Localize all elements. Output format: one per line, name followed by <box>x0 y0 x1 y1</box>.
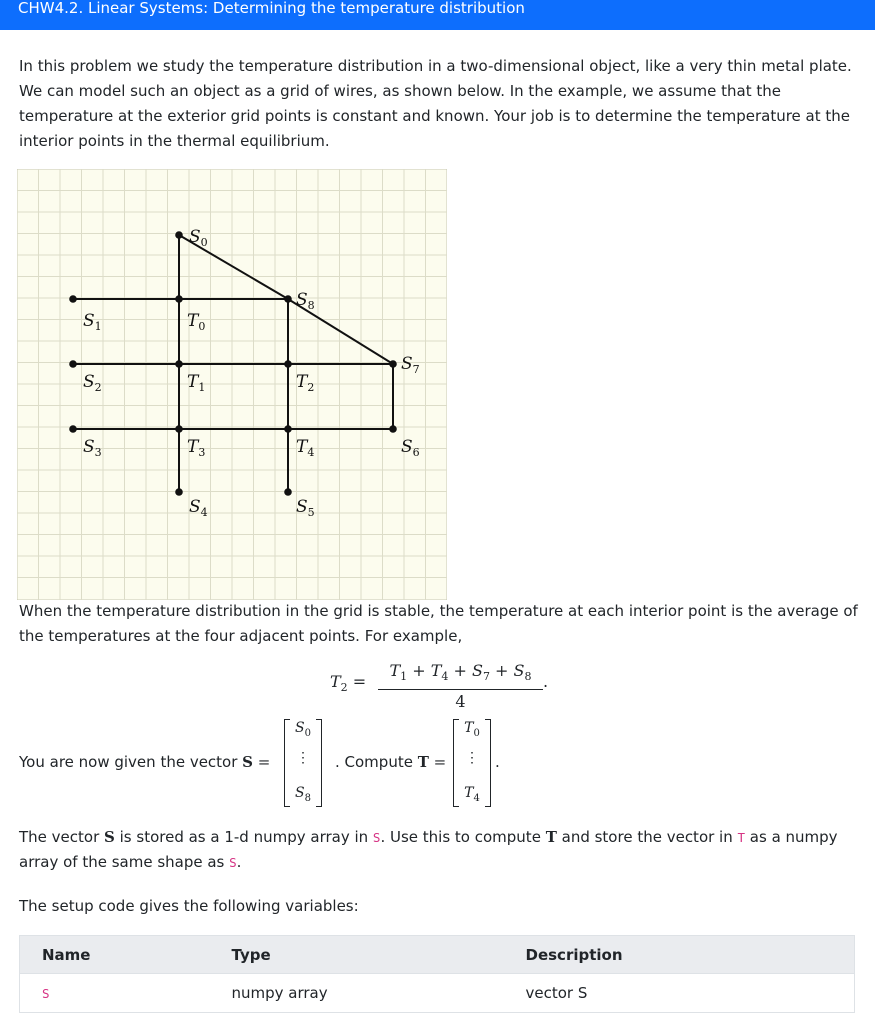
label-t0: $T_0$ <box>187 311 206 333</box>
code-t: T <box>737 830 746 845</box>
label-s5: $S_5$ <box>296 497 315 519</box>
page-title: CHW4.2. Linear Systems: Determining the temperature distribution <box>18 0 525 17</box>
page-header <box>0 0 875 30</box>
table-header-row <box>20 936 855 974</box>
cell-description: vector S <box>504 974 855 1013</box>
equation-numerator: $T_1 + T_4 + S_7 + S_8$ <box>389 661 532 684</box>
label-s2: $S_2$ <box>83 372 102 394</box>
label-s8: $S_8$ <box>296 290 315 312</box>
header-type: Type <box>210 936 504 974</box>
variables-table <box>19 935 855 1013</box>
header-description: Description <box>504 936 855 974</box>
vector-t-matrix <box>453 717 491 809</box>
label-t2: $T_2$ <box>296 372 315 394</box>
given-period: . <box>495 753 500 771</box>
table-row <box>20 974 855 1013</box>
given-vectors <box>19 717 539 817</box>
equation-denominator: 4 <box>455 692 466 712</box>
fraction-bar <box>378 689 543 690</box>
equation-fraction <box>378 660 543 713</box>
vector-s-matrix <box>284 717 322 809</box>
equation-lhs: $T_2$ = <box>330 672 367 695</box>
vector-s-top: $S_0$ <box>295 720 311 739</box>
vector-t-dots: ⋮ <box>465 750 479 766</box>
code-s: S <box>372 830 381 845</box>
vector-s-bottom: $S_8$ <box>295 785 311 804</box>
compute-text: . Compute T = <box>335 753 447 771</box>
given-text: You are now given the vector S = <box>19 753 271 771</box>
label-s6: $S_6$ <box>401 437 420 459</box>
code-s-2: S <box>229 855 237 870</box>
average-equation <box>330 660 560 710</box>
label-t3: $T_3$ <box>187 437 206 459</box>
label-t4: $T_4$ <box>296 437 315 459</box>
storage-paragraph: The vector S is stored as a 1-d numpy array in S. Use this to compute T and store the vector in T as a numpy array of the same shape as S. <box>19 828 838 871</box>
vector-t-top: $T_0$ <box>464 720 480 739</box>
cell-type: numpy array <box>210 974 504 1013</box>
stable-paragraph: When the temperature distribution in the grid is stable, the temperature at each interior point is the average of the temperatures at the four adjacent points. For example, <box>19 602 858 645</box>
label-s3: $S_3$ <box>83 437 102 459</box>
header-name: Name <box>20 936 210 974</box>
cell-name <box>20 974 210 1013</box>
label-t1: $T_1$ <box>187 372 206 394</box>
vector-s-dots: ⋮ <box>296 750 310 766</box>
vector-t-bottom: $T_4$ <box>464 785 480 804</box>
intro-paragraph: In this problem we study the temperature distribution in a two-dimensional object, like a very thin metal plate. We can model such an object as a grid of wires, as shown below. In the example, we assume that the temperature at the exterior grid points is constant and known. Your job is to determine the temperature at the interior points in the thermal equilibrium. <box>19 57 852 150</box>
equation-period: . <box>543 672 549 691</box>
label-s1: $S_1$ <box>83 311 102 333</box>
temperature-grid-figure <box>17 169 447 600</box>
variable-name-code: S <box>42 986 50 1001</box>
setup-paragraph: The setup code gives the following variables: <box>19 897 359 915</box>
label-s4: $S_4$ <box>189 497 208 519</box>
label-s7: $S_7$ <box>401 354 420 376</box>
label-s0: $S_0$ <box>189 227 208 249</box>
